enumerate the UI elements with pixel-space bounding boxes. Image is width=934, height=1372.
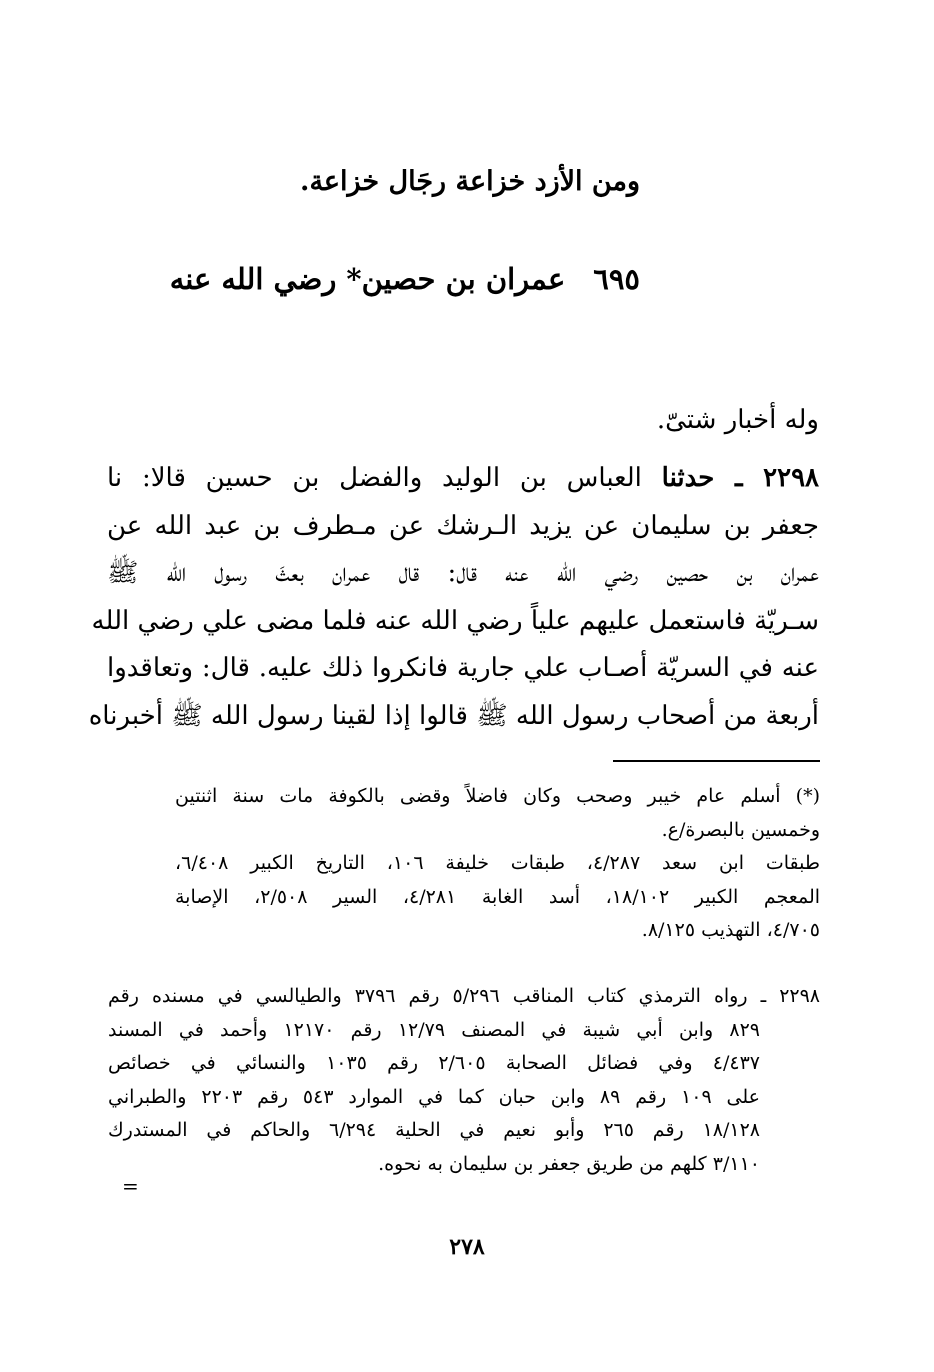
body-line-text: العباس بن الوليد والفضل بن حسين قالا: نا — [107, 463, 642, 493]
page-number: ٢٧٨ — [449, 1234, 485, 1260]
footnote-line: ٤/٧٠٥، التهذيب ٨/١٢٥. — [641, 919, 820, 941]
entry-number: ٦٩٥ — [593, 262, 640, 296]
hadith-text — [88, 455, 820, 740]
footnote-line: ٤/٤٣٧ وفي فضائل الصحابة ٢/٦٠٥ رقم ١٠٣٥ والنسائي في خصائص — [108, 1052, 760, 1074]
body-line: عمران بن حصين رضي الله عنه قال: قال عمران بعثَ رسول الله ﷺ — [107, 558, 819, 588]
footnote-takhrij — [108, 980, 820, 1181]
hadith-lead: ٢٢٩٨ ـ حدثنا — [661, 463, 820, 493]
continuation-mark: = — [122, 1174, 139, 1198]
entry-heading — [170, 257, 640, 301]
footnote-line: طبقات ابن سعد ٤/٢٨٧، طبقات خليفة ١٠٦، التاريخ الكبير ٦/٤٠٨، — [175, 852, 820, 874]
entry-title: عمران بن حصين* رضي الله عنه — [169, 262, 566, 296]
body-line — [107, 455, 819, 503]
footnote-divider — [613, 760, 820, 762]
footnote-line: ٢٢٩٨ ـ رواه الترمذي كتاب المناقب ٥/٢٩٦ رقم ٣٧٩٦ والطيالسي في مسنده رقم — [108, 985, 821, 1007]
footnote-line: ٣/١١٠ كلهم من طريق جعفر بن سليمان به نحوه. — [378, 1152, 760, 1175]
footnote-line: (*) أسلم عام خيبر وصحب وكان فاضلاً وقضى بالكوفة مات سنة اثنتين — [175, 785, 820, 807]
intro-text: وله أخبار شتىّ. — [656, 405, 819, 435]
body-line: عنه في السريّة أصـاب علي جارية فانكروا ذلك عليه. قال: وتعاقدوا — [107, 653, 819, 683]
footnote-line: على ١٠٩ رقم ٨٩ وابن حبان كما في الموارد ٥٤٣ رقم ٢٢٠٣ والطبراني — [108, 1085, 761, 1108]
footnote-line: ١٨/١٢٨ رقم ٢٦٥ وأبو نعيم في الحلية ٦/٢٩٤ والحاكم في المستدرك — [108, 1119, 760, 1141]
footnote-line: المعجم الكبير ١٨/١٠٢، أسد الغابة ٤/٢٨١، السير ٢/٥٠٨، الإصابة — [175, 885, 821, 908]
body-line: أربعة من أصحاب رسول الله ﷺ قالوا إذا لقينا رسول الله ﷺ أخبرناه — [88, 700, 819, 731]
body-line: سـريّة فاستعمل عليهم علياً رضي الله عنه فلما مضى علي رضي الله — [91, 605, 819, 636]
section-header: ومن الأزد خزاعة رجَال خزاعة. — [300, 166, 640, 197]
footnote-biography — [175, 780, 820, 948]
footnote-line: وخمسين بالبصرة/ع. — [661, 818, 820, 841]
body-line: جعفر بن سليمان عن يزيد الـرشك عن مـطرف بن عبد الله عن — [107, 510, 819, 541]
footnote-line: ٨٢٩ وابن أبي شيبة في المصنف ١٢/٧٩ رقم ١٢١٧٠ وأحمد في المسند — [108, 1018, 760, 1041]
